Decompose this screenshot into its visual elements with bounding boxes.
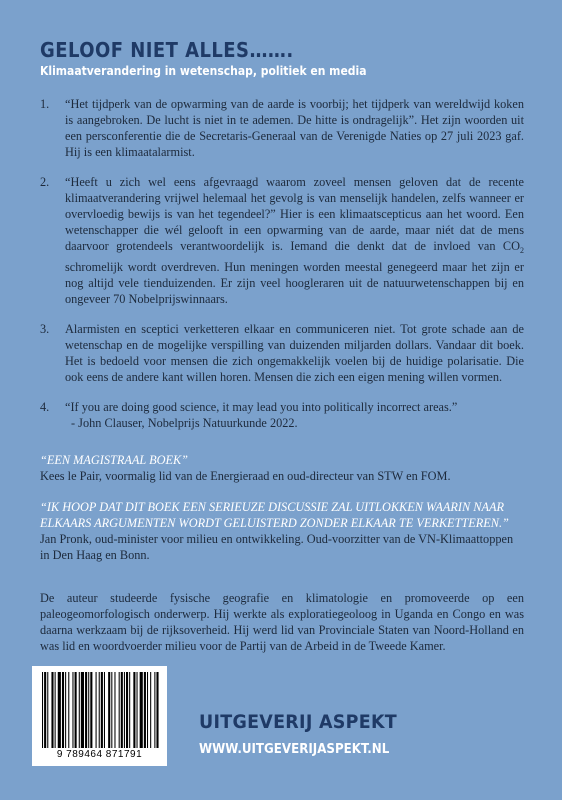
item-number: 1.	[40, 97, 50, 111]
review-quote-text: “IK HOOP DAT DIT BOEK EEN SERIEUZE DISCUSSIE ZAL UITLOKKEN WAARIN NAAR ELKAARS ARGUMENTEN WORDT GELUISTERD ZONDER ELKAAR TE VERKETTEREN.”	[40, 500, 509, 530]
item-text-part: “Heeft u zich wel eens afgevraagd waarom zoveel mensen geloven dat de recente klimaatverandering vrijwel helemaal het gevolg is van menselijk handelen, zelfs wanneer er overvloedig bewijs is van het tegendeel?” Hier is een klimaatscepticus aan het woord. Een wetenschapper die wél gelooft in een opwarming van de aarde, maar niét dat de mens daarvoor grotendeels verantwoordelijk is. Iemand die denkt dat de invloed van CO	[65, 175, 524, 253]
item-text: “Het tijdperk van de opwarming van de aarde is voorbij; het tijdperk van wereldwijd koken is aangebroken. De lucht is niet in te ademen. De hitte is ondragelijk”. Het zijn woorden uit een persconferentie die de Secretaris-Generaal van de Verenigde Naties op 27 juli 2023 gaf. Hij is een klimaatalarmist.	[65, 97, 524, 159]
list-item-4	[40, 399, 524, 431]
isbn-number: 9 789464 871791	[56, 749, 143, 760]
barcode	[32, 666, 167, 766]
list-item-2	[40, 174, 524, 307]
item-text	[65, 399, 524, 431]
book-subtitle: Klimaatverandering in wetenschap, politiek en media	[40, 64, 367, 78]
item-text-part: schromelijk wordt overdreven. Hun meningen worden meestal genegeerd maar het zijn er nog altijd vele tienduizenden. Er zijn veel hoogleraren uit de natuurwetenschappen bij en ongeveer 70 Nobelprijswinnaars.	[65, 260, 524, 306]
review-author: Kees le Pair, voormalig lid van de Energieraad en oud-directeur van STW en FOM.	[40, 469, 451, 483]
publisher-website: WWW.UITGEVERIJASPEKT.NL	[199, 741, 390, 757]
quote-text: “If you are doing good science, it may lead you into politically incorrect areas.”	[65, 400, 458, 414]
barcode-bars	[40, 672, 159, 748]
author-bio: De auteur studeerde fysische geografie en klimatologie en promoveerde op een paleogeomorfologisch onderwerp. Hij werkte als exploratiegeoloog in Uganda en Congo en was daarna werkzaam bij de rijksoverheid. Hij werd lid van Provinciale Staten van Noord-Holland en was lid en woordvoerder milieu voor de Partij van de Arbeid in de Tweede Kamer.	[40, 591, 524, 653]
numbered-list	[40, 96, 524, 445]
item-number: 3.	[40, 322, 50, 336]
review-quote-1	[40, 452, 524, 484]
review-author: Jan Pronk, oud-minister voor milieu en ontwikkeling. Oud-voorzitter van de VN-Klimaattoppen in Den Haag en Bonn.	[40, 532, 514, 562]
quote-attribution: - John Clauser, Nobelprijs Natuurkunde 2022.	[71, 416, 298, 430]
list-item-1	[40, 96, 524, 160]
review-quote-2	[40, 499, 524, 563]
list-item-3	[40, 321, 524, 385]
item-number: 2.	[40, 175, 50, 189]
publisher-name: UITGEVERIJ ASPEKT	[199, 711, 397, 733]
item-text: Alarmisten en sceptici verketteren elkaar en communiceren niet. Tot grote schade aan de wetenschap en de mogelijke verspilling van duizenden miljarden dollars. Vandaar dit boek. Het is bedoeld voor mensen die zich ongemakkelijk voelen bij de huidige polarisatie. Die ook eens de andere kant willen horen. Mensen die zich een eigen mening willen vormen.	[65, 322, 524, 384]
book-title: GELOOF NIET ALLES…….	[40, 38, 294, 62]
co2-subscript: 2	[520, 246, 524, 255]
review-quote-text: “EEN MAGISTRAAL BOEK”	[40, 453, 189, 467]
item-number: 4.	[40, 400, 50, 414]
item-text	[65, 174, 524, 307]
